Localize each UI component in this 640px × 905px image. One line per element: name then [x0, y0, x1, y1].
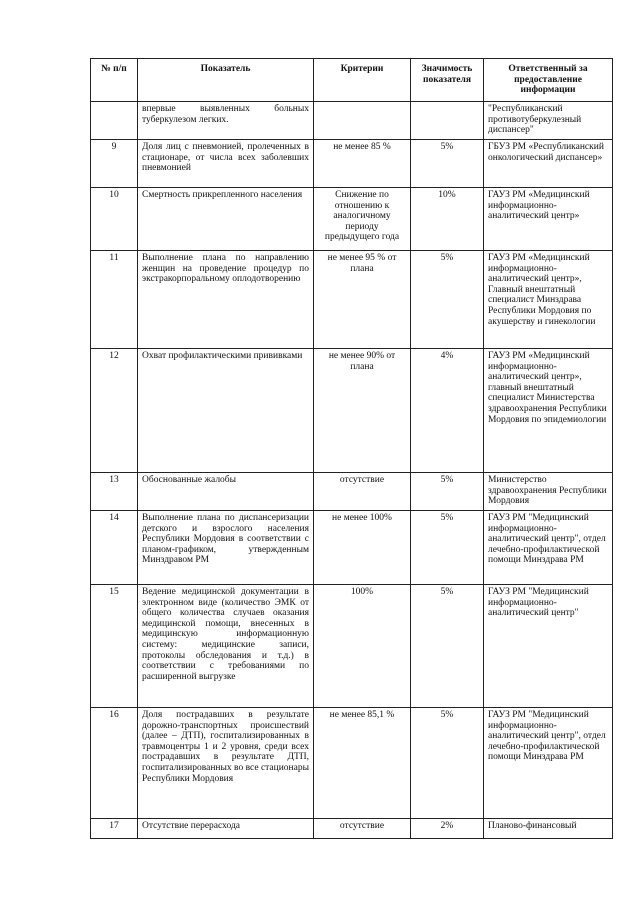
- row-indicator: Выполнение плана по направлению женщин на проведение процедур по экстракорпоральному оплодотворению: [138, 251, 314, 349]
- row-responsible: Планово-финансовый: [484, 819, 613, 839]
- row-number: 13: [91, 473, 138, 511]
- row-indicator: Охват профилактическими прививками: [138, 349, 314, 473]
- row-significance: 5%: [411, 140, 484, 188]
- table-row: [91, 102, 613, 140]
- row-criteria: 100%: [314, 585, 411, 708]
- row-significance: [411, 102, 484, 140]
- table-row: [91, 585, 613, 708]
- row-responsible: ГАУЗ РМ «Медицинский информационно-аналитический центр», Главный внештатный специалист Минздрава Республики Мордовия по акушерству и гинекологии: [484, 251, 613, 349]
- row-indicator: Смертность прикрепленного населения: [138, 188, 314, 251]
- row-responsible: ГАУЗ РМ "Медицинский информационно-аналитический центр": [484, 585, 613, 708]
- row-criteria: не менее 95 % от плана: [314, 251, 411, 349]
- row-criteria: отсутствие: [314, 473, 411, 511]
- row-significance: 5%: [411, 511, 484, 585]
- row-indicator: Доля лиц с пневмонией, пролеченных в стационаре, от числа всех заболевших пневмонией: [138, 140, 314, 188]
- row-indicator: Ведение медицинской документации в электронном виде (количество ЭМК от общего количества случаев оказания медицинской помощи, внесенных в медицинскую информационную систему: медицинские записи, протоколы обследования и т.д.) в соответствии с требованиями по расширенной выгрузке: [138, 585, 314, 708]
- table-row: [91, 511, 613, 585]
- row-number: 12: [91, 349, 138, 473]
- row-criteria: не менее 100%: [314, 511, 411, 585]
- row-number: 9: [91, 140, 138, 188]
- row-significance: 2%: [411, 819, 484, 839]
- row-criteria: не менее 90% от плана: [314, 349, 411, 473]
- row-indicator: Выполнение плана по диспансеризации детского и взрослого населения Республики Мордовия в соответствии с планом-графиком, утвержденным Минздравом РМ: [138, 511, 314, 585]
- row-indicator: впервые выявленных больных туберкулезом легких.: [138, 102, 314, 140]
- table-header-row: [91, 59, 613, 102]
- row-number: 11: [91, 251, 138, 349]
- row-criteria: Снижение по отношению к аналогичному периоду предыдущего года: [314, 188, 411, 251]
- row-criteria: не менее 85 %: [314, 140, 411, 188]
- row-criteria: отсутствие: [314, 819, 411, 839]
- row-significance: 5%: [411, 708, 484, 819]
- row-significance: 4%: [411, 349, 484, 473]
- indicators-table: [90, 58, 613, 839]
- row-number: 15: [91, 585, 138, 708]
- header-indicator: Показатель: [138, 59, 314, 102]
- row-significance: 5%: [411, 251, 484, 349]
- row-number: 16: [91, 708, 138, 819]
- row-number: 14: [91, 511, 138, 585]
- table-row: [91, 708, 613, 819]
- header-significance: Значимость показателя: [411, 59, 484, 102]
- row-significance: 10%: [411, 188, 484, 251]
- table-row: [91, 251, 613, 349]
- row-responsible: "Республиканский противотуберкулезный диспансер": [484, 102, 613, 140]
- row-criteria: [314, 102, 411, 140]
- row-indicator: Обоснованные жалобы: [138, 473, 314, 511]
- row-indicator: Доля пострадавших в результате дорожно-транспортных происшествий (далее – ДТП), госпитализированных в травмоцентры 1 и 2 уровня, среди всех пострадавших в результате ДТП, госпитализированных во все стационары Республики Мордовия: [138, 708, 314, 819]
- table-row: [91, 473, 613, 511]
- row-responsible: ГБУЗ РМ «Республиканский онкологический диспансер»: [484, 140, 613, 188]
- table-row: [91, 819, 613, 839]
- row-significance: 5%: [411, 473, 484, 511]
- row-number: [91, 102, 138, 140]
- document-page: [90, 58, 607, 839]
- row-responsible: Министерство здравоохранения Республики Мордовия: [484, 473, 613, 511]
- table-row: [91, 188, 613, 251]
- row-responsible: ГАУЗ РМ «Медицинский информационно-аналитический центр»: [484, 188, 613, 251]
- header-responsible: Ответственный за предоставление информации: [484, 59, 613, 102]
- row-number: 17: [91, 819, 138, 839]
- row-responsible: ГАУЗ РМ "Медицинский информационно-аналитический центр", отдел лечебно-профилактической помощи Минздрава РМ: [484, 511, 613, 585]
- row-significance: 5%: [411, 585, 484, 708]
- table-row: [91, 140, 613, 188]
- row-indicator: Отсутствие перерасхода: [138, 819, 314, 839]
- row-responsible: ГАУЗ РМ "Медицинский информационно-аналитический центр", отдел лечебно-профилактической помощи Минздрава РМ: [484, 708, 613, 819]
- row-criteria: не менее 85,1 %: [314, 708, 411, 819]
- row-responsible: ГАУЗ РМ «Медицинский информационно-аналитический центр», главный внештатный специалист Министерства здравоохранения Республики Мордовия по эпидемиологии: [484, 349, 613, 473]
- header-no: № п/п: [91, 59, 138, 102]
- table-row: [91, 349, 613, 473]
- header-criteria: Критерии: [314, 59, 411, 102]
- row-number: 10: [91, 188, 138, 251]
